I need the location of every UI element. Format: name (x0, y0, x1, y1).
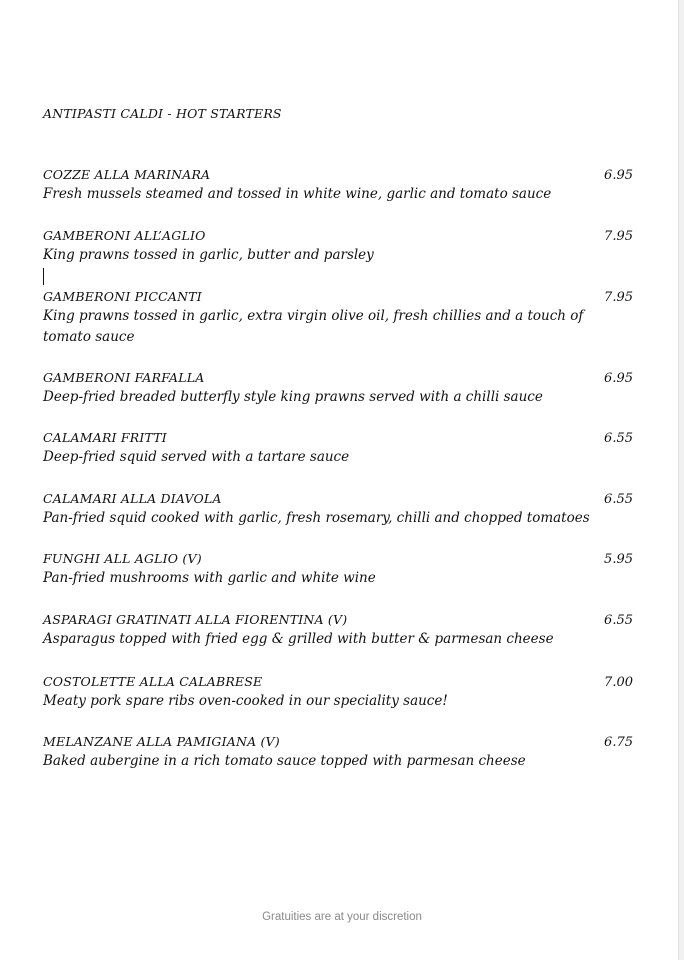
item-name: CALAMARI FRITTI (43, 430, 167, 445)
section-title: ANTIPASTI CALDI - HOT STARTERS (43, 106, 282, 121)
page-edge (678, 0, 684, 960)
item-name: COZZE ALLA MARINARA (43, 167, 211, 182)
item-price: 7.95 (604, 229, 633, 244)
item-description: Pan-fried squid cooked with garlic, fresh rosemary, chilli and chopped tomatoes (43, 510, 590, 526)
item-description: Fresh mussels steamed and tossed in white wine, garlic and tomato sauce (43, 186, 552, 202)
item-name: GAMBERONI FARFALLA (43, 370, 205, 385)
item-description: King prawns tossed in garlic, butter and parsley (43, 247, 374, 263)
menu-item-costolette (43, 674, 633, 712)
menu-item-gamberoni-piccanti (43, 289, 633, 348)
item-price: 6.55 (604, 613, 633, 628)
menu-item-gamberoni-aglio (43, 228, 633, 266)
item-description: Pan-fried mushrooms with garlic and white wine (43, 570, 376, 586)
menu-item-melanzane (43, 734, 633, 772)
item-name: MELANZANE ALLA PAMIGIANA (V) (43, 734, 280, 749)
item-description: Meaty pork spare ribs oven-cooked in our speciality sauce! (43, 693, 448, 709)
menu-item-gamberoni-farfalla (43, 370, 633, 408)
menu-item-funghi (43, 551, 633, 589)
menu-item-asparagi (43, 612, 633, 650)
item-name: GAMBERONI ALL’AGLIO (43, 228, 206, 243)
item-price: 6.55 (604, 431, 633, 446)
item-price: 6.75 (604, 735, 633, 750)
item-description: Deep-fried squid served with a tartare sauce (43, 449, 350, 465)
item-price: 7.00 (604, 675, 633, 690)
item-description: Asparagus topped with fried egg & grilled with butter & parmesan cheese (43, 631, 554, 647)
menu-item-calamari-fritti (43, 430, 633, 468)
item-description: Baked aubergine in a rich tomato sauce topped with parmesan cheese (43, 753, 526, 769)
footer-note: Gratuities are at your discretion (262, 911, 422, 923)
menu-item-cozze (43, 167, 633, 205)
item-price: 5.95 (604, 552, 633, 567)
item-name: CALAMARI ALLA DIAVOLA (43, 491, 222, 506)
menu-item-calamari-diavola (43, 491, 633, 529)
item-name: ASPARAGI GRATINATI ALLA FIORENTINA (V) (43, 612, 348, 627)
item-name: GAMBERONI PICCANTI (43, 289, 202, 304)
item-price: 6.95 (604, 371, 633, 386)
item-name: FUNGHI ALL AGLIO (V) (43, 551, 202, 566)
item-price: 7.95 (604, 290, 633, 305)
item-description: King prawns tossed in garlic, extra virgin olive oil, fresh chillies and a touch of tomato sauce (43, 308, 584, 345)
item-name: COSTOLETTE ALLA CALABRESE (43, 674, 263, 689)
text-cursor (43, 268, 44, 285)
item-description: Deep-fried breaded butterfly style king prawns served with a chilli sauce (43, 389, 543, 405)
item-price: 6.55 (604, 492, 633, 507)
item-price: 6.95 (604, 168, 633, 183)
